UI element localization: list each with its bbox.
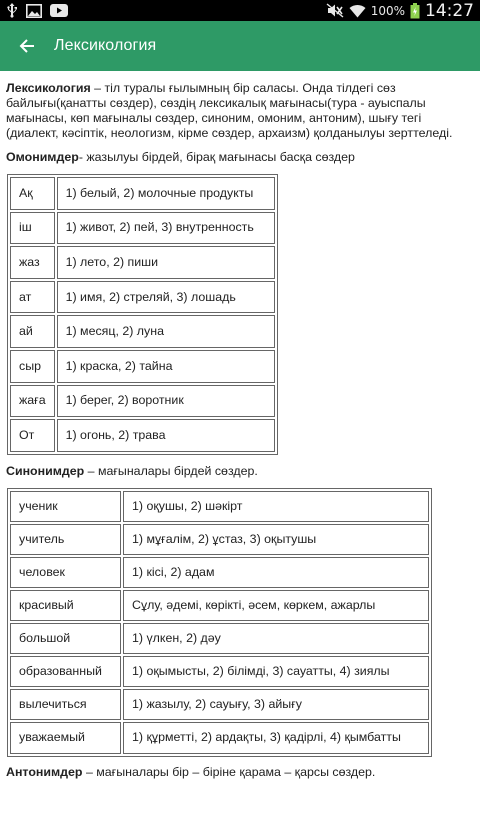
meaning-cell: Сұлу, әдемі, көрікті, әсем, көркем, ажарлы — [123, 590, 429, 621]
battery-percent: 100% — [370, 3, 405, 18]
meaning-cell: 1) живот, 2) пей, 3) внутренность — [57, 212, 275, 245]
word-cell: ай — [10, 315, 55, 348]
table-row — [10, 177, 275, 210]
meaning-cell: 1) оқымысты, 2) білімді, 3) сауатты, 4) зиялы — [123, 656, 429, 687]
image-icon — [26, 4, 42, 18]
word-cell: От — [10, 419, 55, 452]
meaning-cell: 1) оқушы, 2) шәкірт — [123, 491, 429, 522]
table-row — [10, 281, 275, 314]
page-title: Лексикология — [54, 37, 157, 54]
arrow-left-icon — [19, 38, 35, 54]
antonyms-term: Антонимдер — [6, 764, 83, 779]
word-cell: іш — [10, 212, 55, 245]
mute-icon — [326, 3, 344, 18]
meaning-cell: 1) жазылу, 2) сауығу, 3) айығу — [123, 689, 429, 720]
homonyms-table — [7, 174, 278, 455]
table-row — [10, 212, 275, 245]
clock: 14:27 — [425, 0, 474, 21]
antonyms-heading — [6, 765, 474, 780]
word-cell: жаз — [10, 246, 55, 279]
video-icon — [50, 4, 68, 17]
table-row — [10, 689, 429, 720]
table-row — [10, 491, 429, 522]
meaning-cell: 1) месяц, 2) луна — [57, 315, 275, 348]
status-left-icons — [6, 3, 68, 18]
word-cell: учитель — [10, 524, 121, 555]
word-cell: ат — [10, 281, 55, 314]
wifi-icon — [349, 4, 366, 18]
meaning-cell: 1) лето, 2) пиши — [57, 246, 275, 279]
article-content — [0, 71, 480, 780]
table-row — [10, 385, 275, 418]
table-row — [10, 656, 429, 687]
word-cell: ученик — [10, 491, 121, 522]
meaning-cell: 1) үлкен, 2) дәу — [123, 623, 429, 654]
table-row — [10, 722, 429, 753]
meaning-cell: 1) краска, 2) тайна — [57, 350, 275, 383]
table-row — [10, 315, 275, 348]
meaning-cell: 1) мұғалім, 2) ұстаз, 3) оқытушы — [123, 524, 429, 555]
meaning-cell: 1) имя, 2) стреляй, 3) лошадь — [57, 281, 275, 314]
meaning-cell: 1) огонь, 2) трава — [57, 419, 275, 452]
meaning-cell: 1) кісі, 2) адам — [123, 557, 429, 588]
usb-icon — [6, 3, 18, 18]
homonyms-heading — [6, 150, 474, 165]
meaning-cell: 1) берег, 2) воротник — [57, 385, 275, 418]
synonyms-heading — [6, 464, 474, 479]
app-bar — [0, 21, 480, 71]
synonyms-term: Синонимдер — [6, 463, 85, 478]
intro-text: – тіл туралы ғылымның бір саласы. Онда тілдегі сөз байлығы(қанатты сөздер), сөздің лексикалық мағынасы(тура - ауыспалы мағынасы, көп мағыналы сөздер, синоним, омоним, антоним), шығу тегі (диалект, кәсіптік, неологизм, кірме сөздер, архаизм) қолданылуы зерттеледі. — [6, 81, 453, 140]
antonyms-text: – мағыналары бір – біріне қарама – қарсы сөздер. — [82, 764, 376, 779]
meaning-cell: 1) белый, 2) молочные продукты — [57, 177, 275, 210]
word-cell: Ақ — [10, 177, 55, 210]
word-cell: жаға — [10, 385, 55, 418]
synonyms-text: – мағыналары бірдей сөздер. — [84, 463, 258, 478]
meaning-cell: 1) құрметті, 2) ардақты, 3) қадірлі, 4) қымбатты — [123, 722, 429, 753]
table-row — [10, 524, 429, 555]
word-cell: вылечиться — [10, 689, 121, 720]
table-row — [10, 623, 429, 654]
word-cell: большой — [10, 623, 121, 654]
word-cell: уважаемый — [10, 722, 121, 753]
battery-icon — [410, 3, 420, 19]
synonyms-table — [7, 488, 432, 757]
intro-paragraph — [6, 81, 474, 141]
homonyms-term: Омонимдер — [6, 150, 79, 164]
word-cell: образованный — [10, 656, 121, 687]
word-cell: сыр — [10, 350, 55, 383]
back-button[interactable] — [0, 21, 54, 71]
homonyms-text: - жазылуы бірдей, бірақ мағынасы басқа сөздер — [78, 150, 355, 164]
table-row — [10, 590, 429, 621]
word-cell: человек — [10, 557, 121, 588]
table-row — [10, 350, 275, 383]
table-row — [10, 419, 275, 452]
intro-term: Лексикология — [6, 81, 91, 95]
status-right-icons — [326, 1, 474, 21]
table-row — [10, 246, 275, 279]
word-cell: красивый — [10, 590, 121, 621]
table-row — [10, 557, 429, 588]
status-bar — [0, 0, 480, 21]
